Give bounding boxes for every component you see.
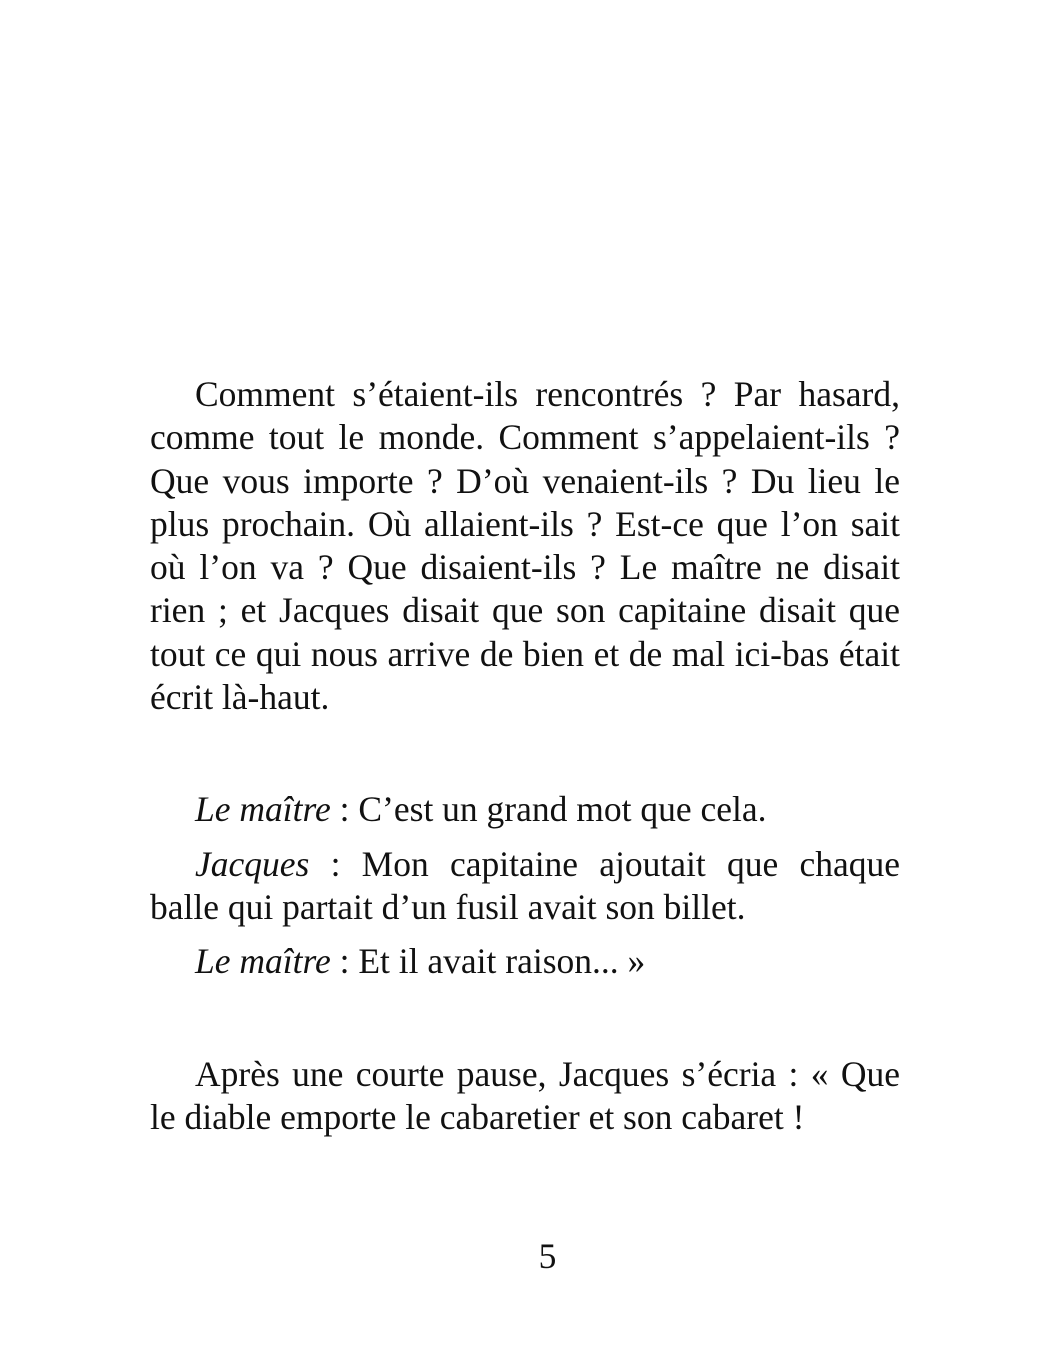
page-number: 5 bbox=[538, 1236, 557, 1276]
dialogue-text: Mon capitaine ajoutait que chaque balle qui partait d’un fusil avait son billet. bbox=[150, 843, 900, 927]
dialogue-text: C’est un grand mot que cela. bbox=[358, 789, 767, 830]
narration-paragraph: Comment s’étaient-ils rencontrés ? Par hasard, comme tout le monde. Comment s’appelaient-ils ? Que vous importe ? D’où venaient-ils ? Du lieu le plus prochain. Où allaient-ils ? Est-ce que l’on sait où l’on va ? Que disaient-ils ? Le maître ne disait rien ; et Jacques disait que son capitaine disait que tout ce qui nous arrive de bien et de mal ici-bas était écrit là-haut. bbox=[150, 374, 900, 718]
dialogue-line bbox=[150, 788, 900, 831]
speaker-name: Jacques bbox=[195, 843, 310, 884]
speaker-name: Le maître bbox=[195, 941, 331, 982]
closing-paragraph: Après une courte pause, Jacques s’écria : « Que le diable emporte le cabaretier et son cabaret ! bbox=[150, 1053, 900, 1137]
page-body bbox=[150, 373, 900, 1208]
dialogue-text: Et il avait raison... » bbox=[358, 941, 646, 982]
dialogue-line bbox=[150, 940, 900, 983]
speaker-separator: : bbox=[330, 941, 359, 982]
speaker-name: Le maître bbox=[195, 789, 331, 830]
speaker-separator: : bbox=[330, 789, 359, 830]
dialogue-line bbox=[150, 843, 900, 930]
speaker-separator: : bbox=[309, 843, 362, 884]
